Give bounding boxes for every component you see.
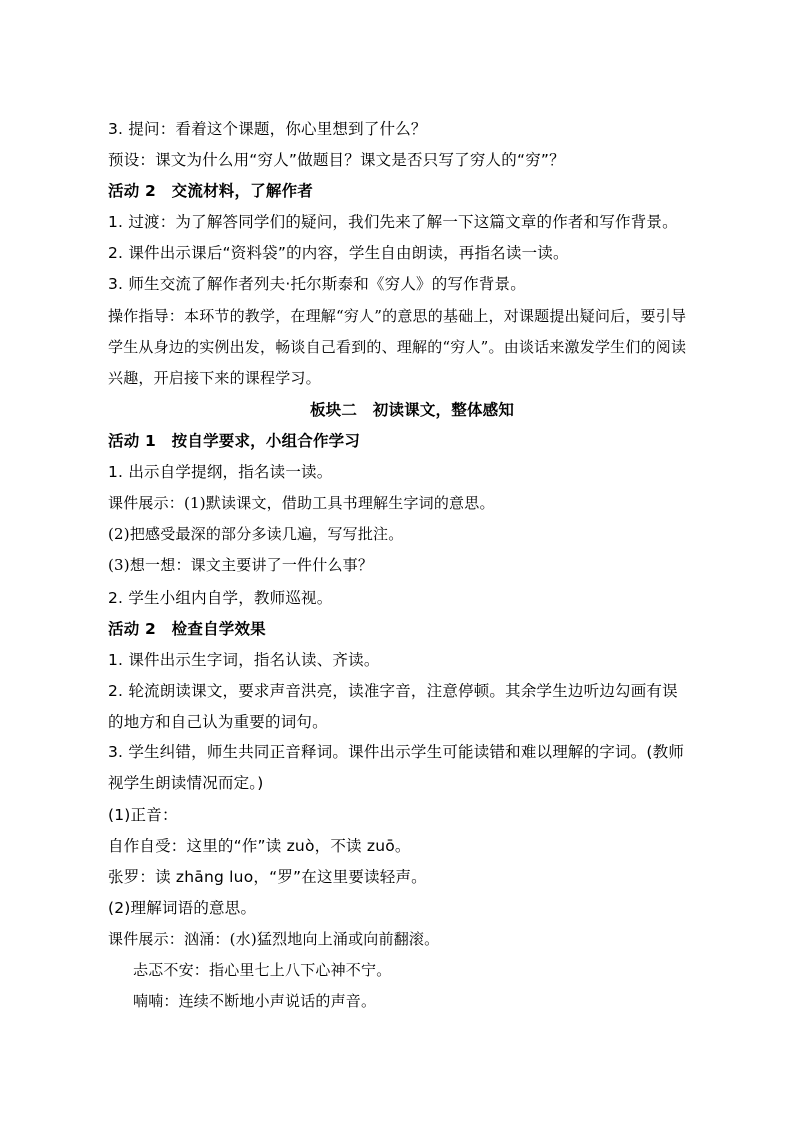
meaning-item: 喃喃：连续不断地小声说话的声音。	[133, 992, 377, 1010]
task-line: (2)把感受最深的部分多读几遍，写写批注。	[108, 525, 404, 543]
pronunciation-item: 自作自受：这里的“作”读 zuò，不读 zuō。	[108, 837, 411, 855]
pronunciation-heading: (1)正音：	[108, 806, 178, 824]
reading-paragraph: 2. 轮流朗读课文，要求声音洪亮，读准字音，注意停顿。其余学生边听边勾画有误的地方和自己认为重要的词句。	[108, 682, 678, 731]
meaning-item: 课件展示：汹涌：(水)猛烈地向上涌或向前翻滚。	[108, 930, 440, 948]
pronunciation-item: 张罗：读 zhāng luo，“罗”在这里要读轻声。	[108, 868, 427, 886]
transition-line: 1. 过渡：为了解答同学们的疑问，我们先来了解一下这篇文章的作者和写作背景。	[108, 213, 678, 231]
task-line: (3)想一想：课文主要讲了一件什么事？	[108, 556, 374, 574]
activity-heading: 活动 2 交流材料，了解作者	[108, 182, 313, 200]
section-heading-text: 板块二 初读课文，整体感知	[309, 401, 515, 419]
meaning-item: 忐忑不安：指心里七上八下心神不宁。	[133, 961, 392, 979]
question-line: 3. 提问：看着这个课题，你心里想到了什么？	[108, 120, 427, 138]
activity-heading: 活动 2 检查自学效果	[108, 620, 266, 638]
courseware-line: 2. 课件出示课后“资料袋”的内容，学生自由朗读，再指名读一读。	[108, 244, 569, 262]
correction-paragraph: 3. 学生纠错，师生共同正音释词。课件出示学生可能读错和难以理解的字词。(教师视学生朗读情况而定。)	[108, 743, 685, 792]
vocabulary-line: 1. 课件出示生字词，指名认读、齐读。	[108, 651, 380, 669]
operation-guidance: 操作指导：本环节的教学，在理解“穷人”的意思的基础上，对课题提出疑问后，要引导学生从身边的实例出发，畅谈自己看到的、理解的“穷人”。由谈话来激发学生们的阅读兴趣，开启接下来的课程学习。	[108, 307, 687, 387]
outline-line: 1. 出示自学提纲，指名读一读。	[108, 463, 333, 481]
activity-heading: 活动 1 按自学要求，小组合作学习	[108, 432, 361, 450]
preset-answer-line: 预设：课文为什么用“穷人”做题目？课文是否只写了穷人的“穷”？	[108, 151, 565, 169]
section-heading	[0, 400, 794, 420]
meaning-heading: (2)理解词语的意思。	[108, 899, 257, 917]
group-study-line: 2. 学生小组内自学，教师巡视。	[108, 589, 333, 607]
courseware-display-line: 课件展示：(1)默读课文，借助工具书理解生字词的意思。	[108, 494, 495, 512]
author-line: 3. 师生交流了解作者列夫·托尔斯泰和《穷人》的写作背景。	[108, 275, 526, 293]
